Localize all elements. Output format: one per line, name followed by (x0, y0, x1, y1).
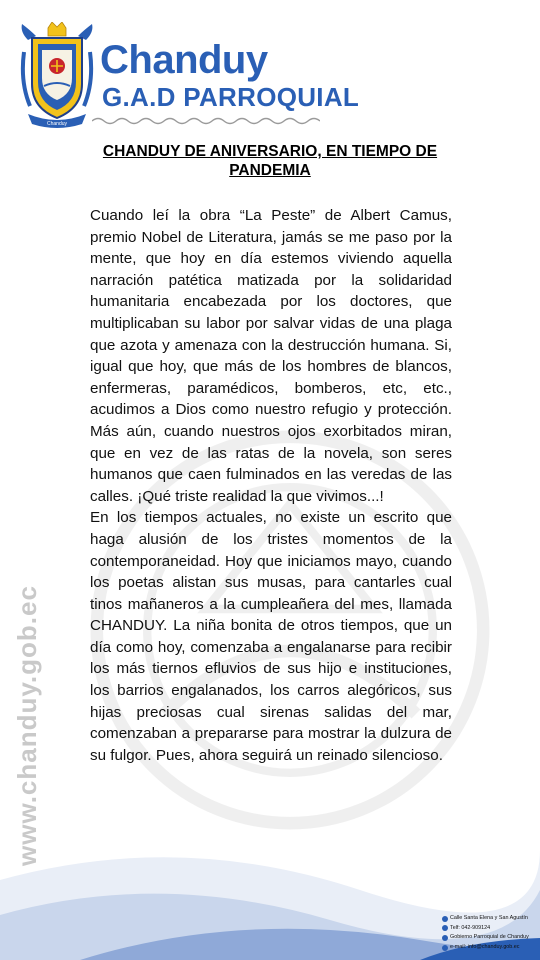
brand-name: Chanduy (100, 38, 268, 82)
article-title: CHANDUY DE ANIVERSARIO, EN TIEMPO DE PANDEMIA (102, 143, 438, 179)
contact-address: Calle Santa Elena y San Agustín (450, 915, 528, 921)
chanduy-logo-emblem (18, 22, 96, 132)
brand-subtitle: G.A.D PARROQUIAL (102, 82, 360, 112)
facebook-icon (442, 935, 448, 941)
contact-phone: Telf: 042-909124 (450, 924, 491, 931)
article-body (90, 205, 452, 766)
location-pin-icon (442, 916, 448, 922)
contact-row-facebook[interactable] (442, 933, 529, 943)
website-url-vertical: www.chanduy.gob.ec (12, 585, 42, 866)
contact-row-address (442, 914, 529, 924)
contact-row-phone (442, 924, 529, 934)
contact-email[interactable]: e-mail: info@chanduy.gob.ec (450, 943, 520, 950)
phone-icon (442, 925, 448, 931)
article-paragraph: Cuando leí la obra “La Peste” de Albert Camus, premio Nobel de Literatura, jamás se me paso por la mente, que hoy en día estemos viviendo aquella narración patética matizada por la solidaridad humanitaria encabezada por los doctores, que multiplicaban su labor por salvar vidas de una plaga que azota y amenaza con la destrucción humana. Si, igual que hoy, que más de los hombres de blancos, enfermeras, paramédicos, bomberos, etc, etc., acudimos a Dios como nuestro refugio y protección. Más aún, cuando nuestros ojos exorbitados miran, que en vez de las ratas de la novela, son seres humanos que caen fulminados en las veredas de las calles. ¡Qué triste realidad la que vivimos...! (90, 207, 452, 505)
email-icon (442, 945, 448, 951)
contact-facebook[interactable]: Gobierno Parroquial de Chanduy (450, 934, 529, 941)
decorative-wave-divider (92, 116, 320, 126)
contact-info (442, 914, 529, 952)
shield-caption: Chanduy (46, 121, 68, 127)
contact-row-email[interactable] (442, 943, 529, 953)
article-paragraph: En los tiempos actuales, no existe un escrito que haga alusión de los tristes momentos de la contemporaneidad. Hoy que iniciamos mayo, cuando los poetas alistan sus musas, para cantarles cual tinos mañaneros a la cumpleañera del mes, llamada CHANDUY. La niña bonita de otros tiempos, que un día como hoy, comenzaba a engalanarse para recibir los más tiernos efluvios de sus hijo e instituciones, los barrios engalanados, los carros alegóricos, sus hijas preciosas cual sirenas salidas del mar, comenzaban a prepararse para mostrar la dulzura de su fulgor. Pues, ahora seguirá un reinado silencioso. (90, 509, 452, 764)
